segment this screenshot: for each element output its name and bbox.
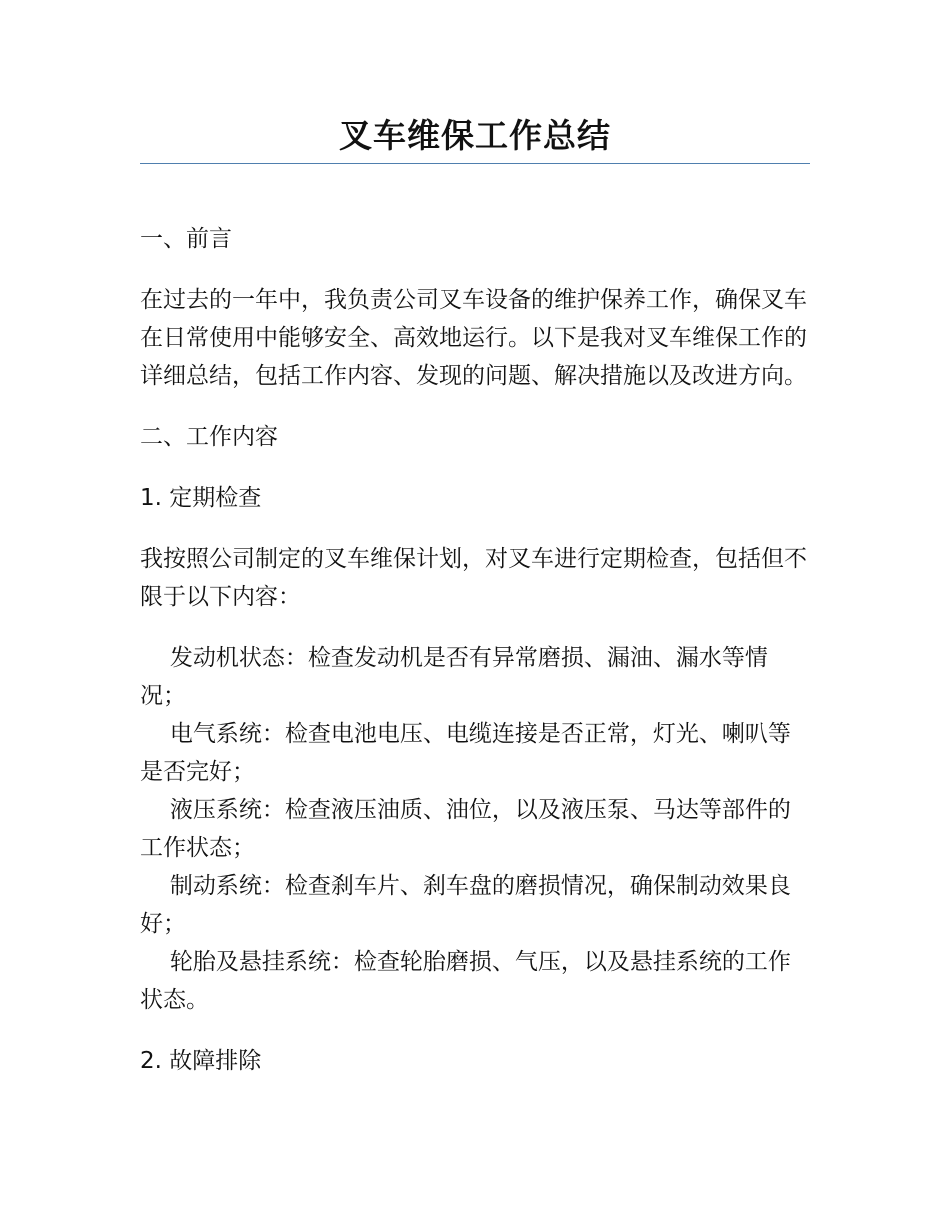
- section-heading-preface: 一、前言: [140, 226, 232, 252]
- check-item-engine: 发动机状态：检查发动机是否有异常磨损、漏油、漏水等情况；: [140, 645, 768, 709]
- title-divider: [140, 163, 810, 164]
- check-item-electrical: 电气系统：检查电池电压、电缆连接是否正常，灯光、喇叭等是否完好；: [140, 721, 791, 785]
- section-heading-work: 二、工作内容: [140, 424, 278, 450]
- preface-paragraph: 在过去的一年中，我负责公司叉车设备的维护保养工作，确保叉车在日常使用中能够安全、高效地运行。以下是我对叉车维保工作的详细总结，包括工作内容、发现的问题、解决措施以及改进方向。: [140, 287, 807, 389]
- subsection-heading-troubleshooting: 2. 故障排除: [140, 1048, 262, 1074]
- page-title: 叉车维保工作总结: [339, 116, 611, 155]
- check-item-hydraulic: 液压系统：检查液压油质、油位，以及液压泵、马达等部件的工作状态；: [140, 797, 791, 861]
- check-item-tire-suspension: 轮胎及悬挂系统：检查轮胎磨损、气压，以及悬挂系统的工作状态。: [140, 949, 791, 1013]
- document-body: [140, 220, 810, 1080]
- subsection-heading-inspection: 1. 定期检查: [140, 485, 262, 511]
- inspection-intro-paragraph: 我按照公司制定的叉车维保计划，对叉车进行定期检查，包括但不限于以下内容：: [140, 546, 807, 610]
- check-item-brake: 制动系统：检查刹车片、刹车盘的磨损情况，确保制动效果良好；: [140, 873, 791, 937]
